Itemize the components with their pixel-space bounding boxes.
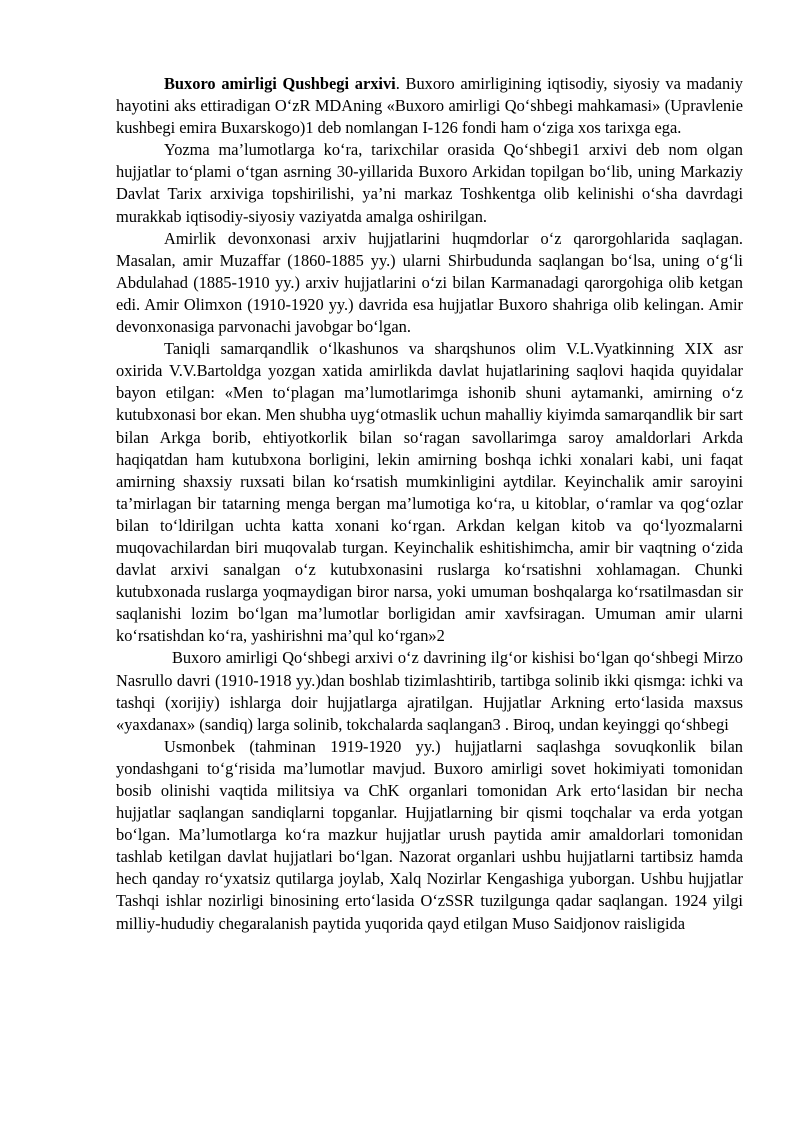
paragraph-archive-intro — [116, 73, 743, 139]
paragraph-usmonbek: Usmonbek (tahminan 1919-1920 yy.) hujjatlarni saqlashga sovuqkonlik bilan yondashgani to‘g‘risida ma’lumotlar mavjud. Buxoro amirligi sovet hokimiyati tomonidan bosib olinishi vaqtida militsiya va ChK organlari tomonidan Ark erto‘lasidan bir necha hujjatlar saqlangan sandiqlarni topganlar. Hujjatlarning bir qismi toqchalar va erda yotgan bo‘lgan. Ma’lumotlarga ko‘ra mazkur hujjatlar urush paytida amir amaldorlari tomonidan tashlab ketilgan davlat hujjatlari bo‘lgan. Nazorat organlari ushbu hujjatlarni tartibsiz hamda hech qanday ro‘yxatsiz qutilarga joylab, Xalq Nozirlar Kengashiga yuborgan. Ushbu hujjatlar Tashqi ishlar nozirligi binosining erto‘lasida O‘zSSR tuzilgunga qadar saqlangan. 1924 yilgi milliy-hududiy chegaralanish paytida yuqorida qayd etilgan Muso Saidjonov raisligida — [116, 736, 743, 933]
paragraph-archive-discovery: Yozma ma’lumotlarga ko‘ra, tarixchilar orasida Qo‘shbegi1 arxivi deb nom olgan hujjatlar to‘plami o‘tgan asrning 30-yillarida Buxoro Arkidan topilgan bo‘lib, uning Markaziy Davlat Tarix arxiviga topshirilishi, ya’ni markaz Toshkentga olib kelinishi o‘sha davrdagi murakkab iqtisodiy-siyosiy vaziyatda amalga oshirilgan. — [116, 140, 743, 226]
archive-title: Buxoro amirligi Qushbegi arxivi — [164, 74, 396, 93]
paragraph-qushbegi-systematization: Buxoro amirligi Qo‘shbegi arxivi o‘z davrining ilg‘or kishisi bo‘lgan qo‘shbegi Mirzo Nasrullo davri (1910-1918 yy.)dan boshlab tizimlashtirib, tartibga solinib ikki qismga: ichki va tashqi (xorijiy) ishlarga doir hujjatlarga ajratilgan. Hujjatlar Arkning erto‘lasida maxsus «yaxdanax» (sandiq) larga solinib, tokchalarda saqlangan3 . Biroq, undan keyinggi qo‘shbegi — [116, 648, 743, 734]
paragraph-text: . Buxoro amirligining iqtisodiy, siyosiy va madaniy hayotini aks ettiradigan O‘zR MDAning «Buxoro amirligi Qo‘shbegi mahkamasi» (Upravlenie kushbegi emira Buxarskogo)1 deb nomlangan I-126 fondi ham o‘ziga xos tarixga ega. — [116, 74, 743, 138]
paragraph-vyatkin-letter: Taniqli samarqandlik o‘lkashunos va sharqshunos olim V.L.Vyatkinning XIX asr oxirida V.V.Bartoldga yozgan xatida amirlikda davlat hujatlarining saqlovi haqida quyidalar bayon etilgan: «Men to‘plagan ma’lumotlarimga ishonib shuni aytamanki, amirning o‘z kutubxonasi bor ekan. Men shubha uyg‘otmaslik uchun mahalliy kiyimda samarqandlik bir sart bilan Arkga borib, ehtiyotkorlik bilan so‘ragan savollarimga saroy amaldorlari Arkda haqiqatdan ham kutubxona borligini, lekin amirning boshqa ichki xonalari kabi, uni faqat amirning shaxsiy ruxsati bilan ko‘rsatish mumkinligini aytdilar. Keyinchalik amir saroyini ta’mirlagan bir tatarning menga bergan ma’lumotiga ko‘ra, u kitoblar, o‘ramlar va qog‘ozlar bilan to‘ldirilgan uchta katta xonani ko‘rgan. Arkdan kelgan kitob va qo‘lyozmalarni muqovachilardan biri muqovalab turgan. Keyinchalik eshitishimcha, amir bir vaqtning o‘zida davlat arxivi sanalgan o‘z kutubxonasini ruslarga ko‘rsatishni xohlamagan. Chunki kutubxonada ruslarga yoqmaydigan biror narsa, yoki umuman boshqalarga ko‘rsatilmasdan sir saqlanishi lozim bo‘lgan ma’lumotlar borligidan amir xavfsiragan. Umuman amir ularni ko‘rsatishdan ko‘ra, yashirishni ma’qul ko‘rgan»2 — [116, 339, 743, 646]
paragraph-chancery-storage: Amirlik devonxonasi arxiv hujjatlarini huqmdorlar o‘z qarorgohlarida saqlagan. Masalan, amir Muzaffar (1860-1885 yy.) ularni Shirbudunda saqlangan bo‘lsa, uning o‘g‘li Abdulahad (1885-1910 yy.) arxiv hujjatlarini o‘zi bilan Karmanadagi qarorgohiga olib ketgan edi. Amir Olimxon (1910-1920 yy.) davrida esa hujjatlar Buxoro shahriga olib kelingan. Amir devonxonasiga parvonachi javobgar bo‘lgan. — [116, 228, 743, 337]
document-page — [116, 73, 743, 935]
